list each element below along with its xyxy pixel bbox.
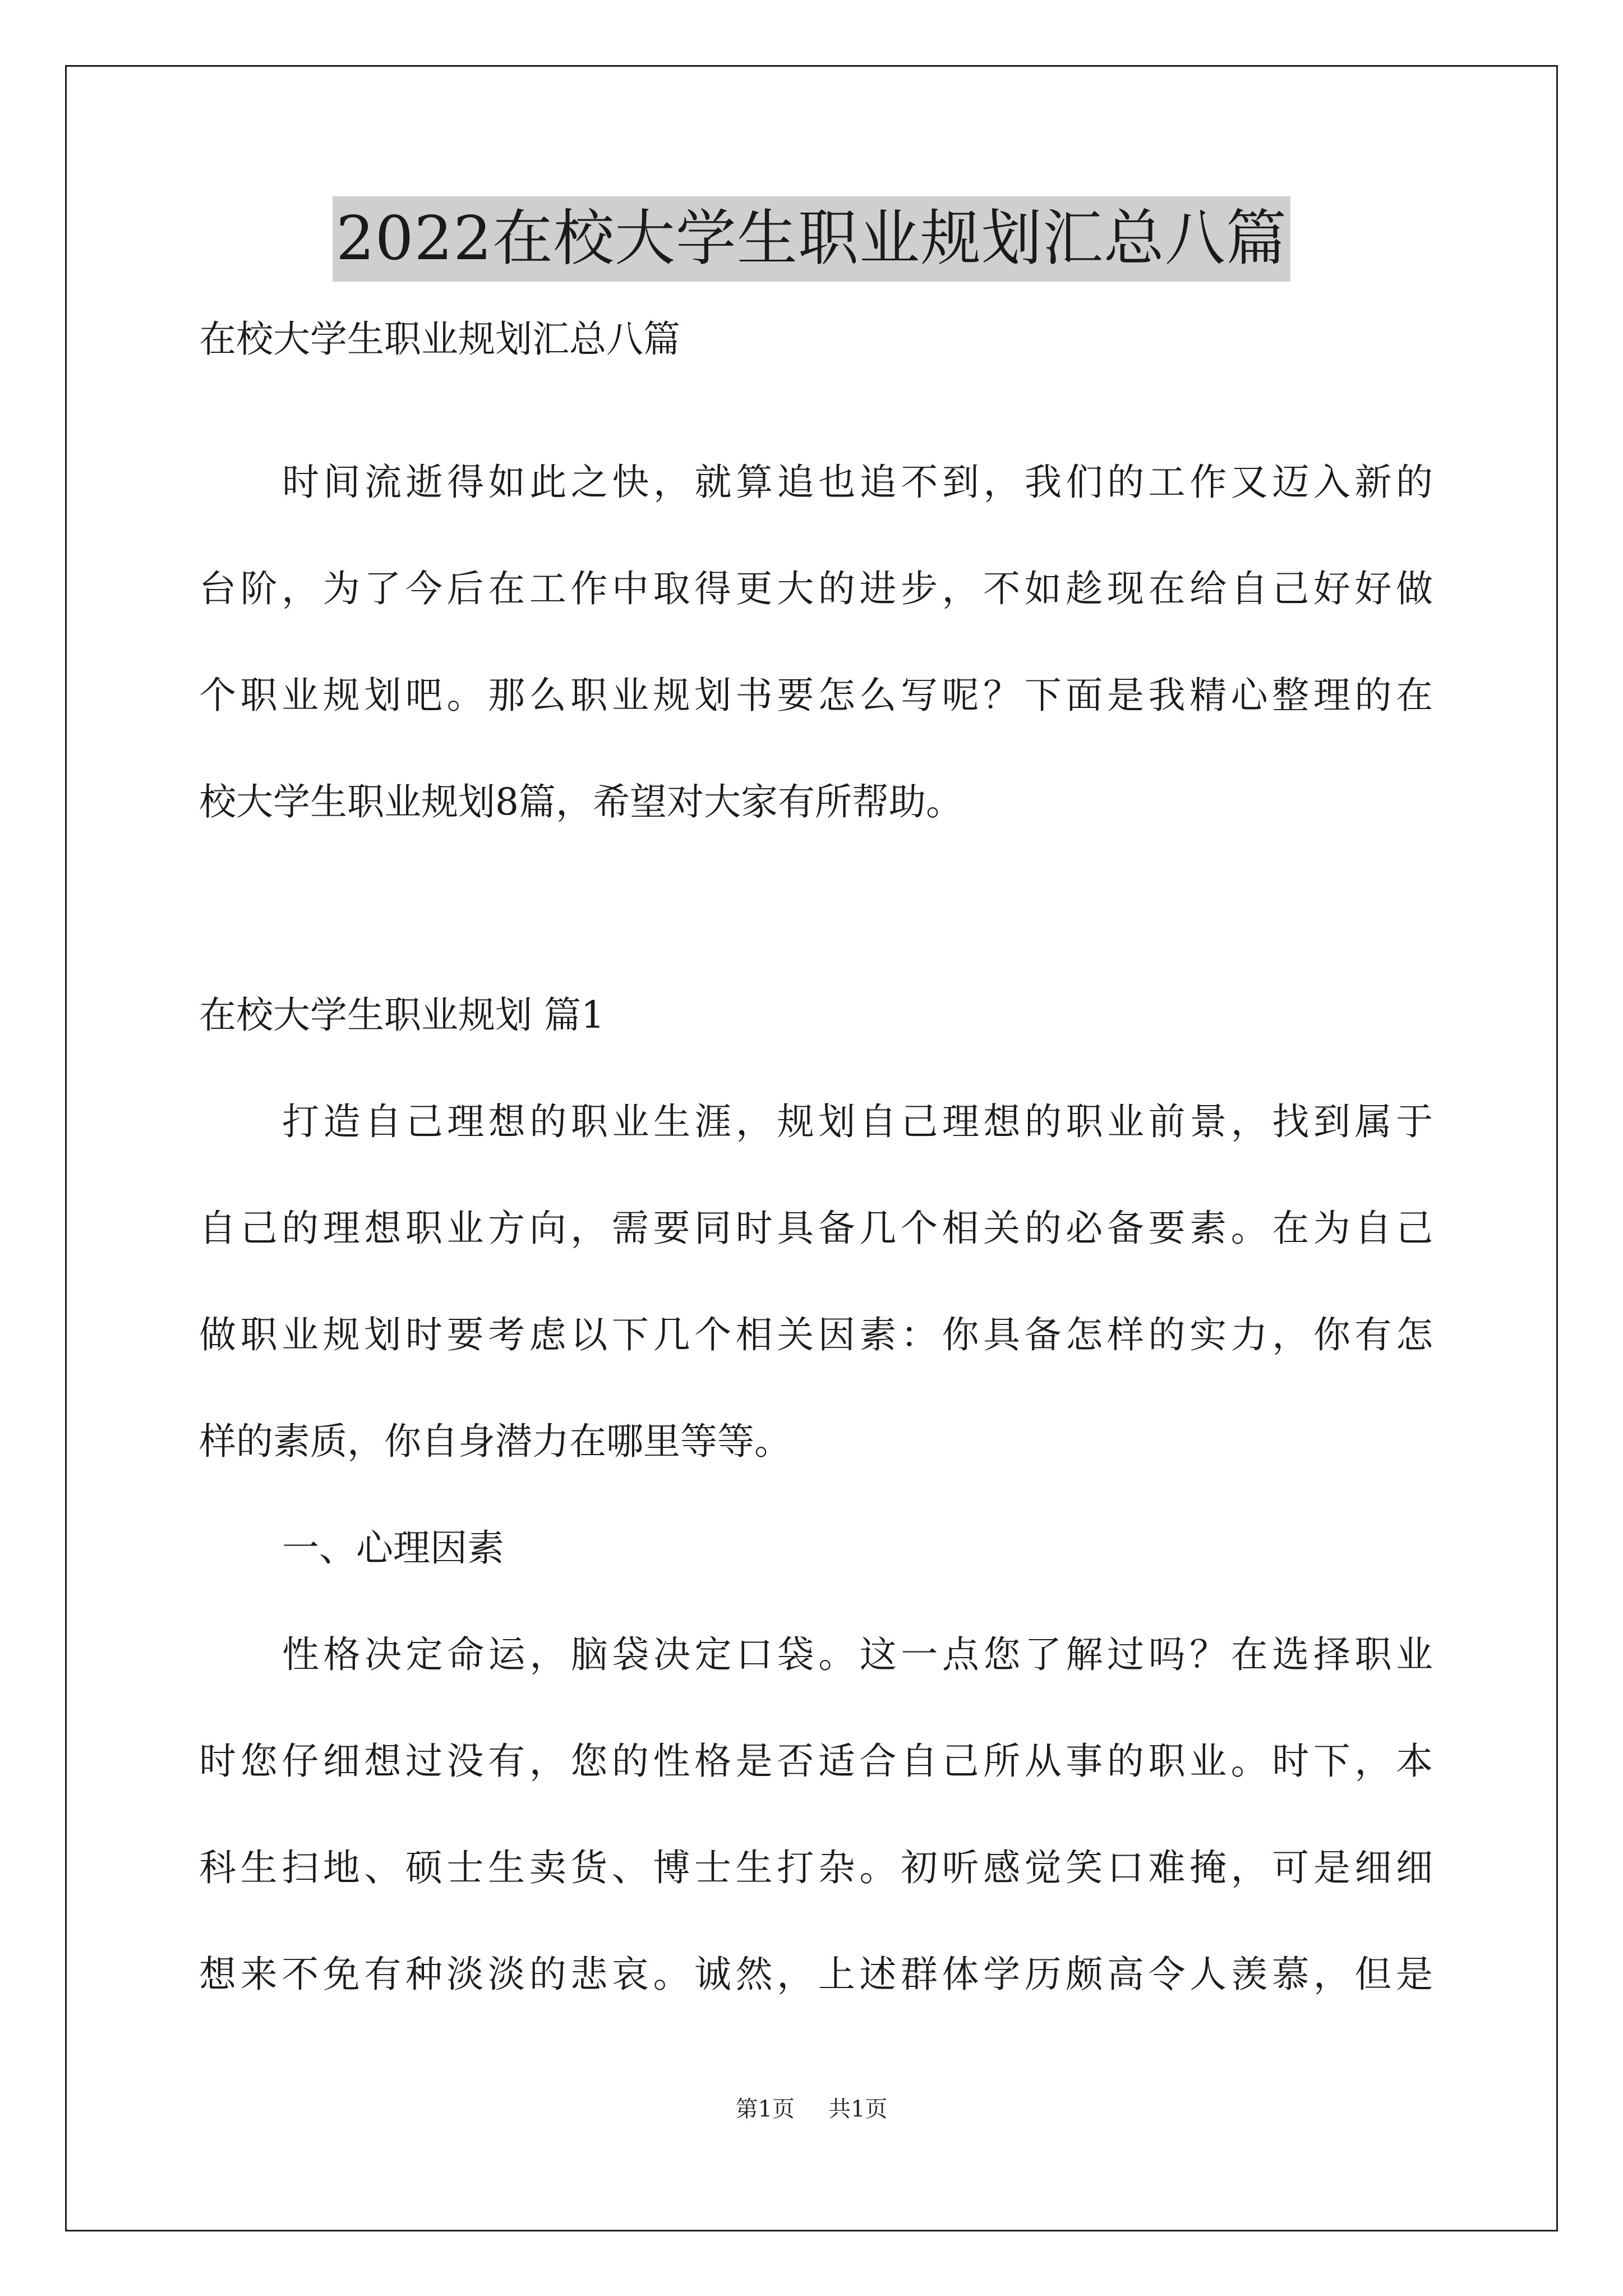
paragraph-line: 打造自己理想的职业生涯，规划自己理想的职业前景，找到属于 xyxy=(282,1100,1433,1143)
page-total: 共1页 xyxy=(828,2096,888,2122)
paragraph-line: 想来不免有种淡淡的悲哀。诚然，上述群体学历颇高令人羡慕，但是 xyxy=(199,1953,1433,1996)
page-number: 第1页 xyxy=(735,2096,795,2122)
section-heading: 在校大学生职业规划 篇1 xyxy=(199,993,605,1037)
paragraph-line: 样的素质，你自身潜力在哪里等等。 xyxy=(199,1420,791,1463)
paragraph-line: 性格决定命运，脑袋决定口袋。这一点您了解过吗？在选择职业 xyxy=(282,1633,1433,1676)
intro-line: 台阶，为了今后在工作中取得更大的进步，不如趁现在给自己好好做 xyxy=(199,567,1433,610)
paragraph-line: 做职业规划时要考虑以下几个相关因素：你具备怎样的实力，你有怎 xyxy=(199,1313,1433,1356)
document-subtitle: 在校大学生职业规划汇总八篇 xyxy=(199,318,680,361)
intro-line: 个职业规划吧。那么职业规划书要怎么写呢？下面是我精心整理的在 xyxy=(199,674,1433,717)
intro-line: 校大学生职业规划8篇，希望对大家有所帮助。 xyxy=(199,780,963,823)
paragraph-line: 时您仔细想过没有，您的性格是否适合自己所从事的职业。时下，本 xyxy=(199,1740,1433,1783)
page-border xyxy=(65,65,1558,2231)
subheading: 一、心理因素 xyxy=(282,1526,504,1570)
paragraph-line: 自己的理想职业方向，需要同时具备几个相关的必备要素。在为自己 xyxy=(199,1207,1433,1250)
document-title-text: 2022在校大学生职业规划汇总八篇 xyxy=(333,196,1290,282)
page-footer xyxy=(0,2095,1623,2123)
paragraph-line: 科生扫地、硕士生卖货、博士生打杂。初听感觉笑口难掩，可是细细 xyxy=(199,1846,1433,1889)
intro-line: 时间流逝得如此之快，就算追也追不到，我们的工作又迈入新的 xyxy=(282,461,1433,504)
document-title xyxy=(0,196,1623,282)
